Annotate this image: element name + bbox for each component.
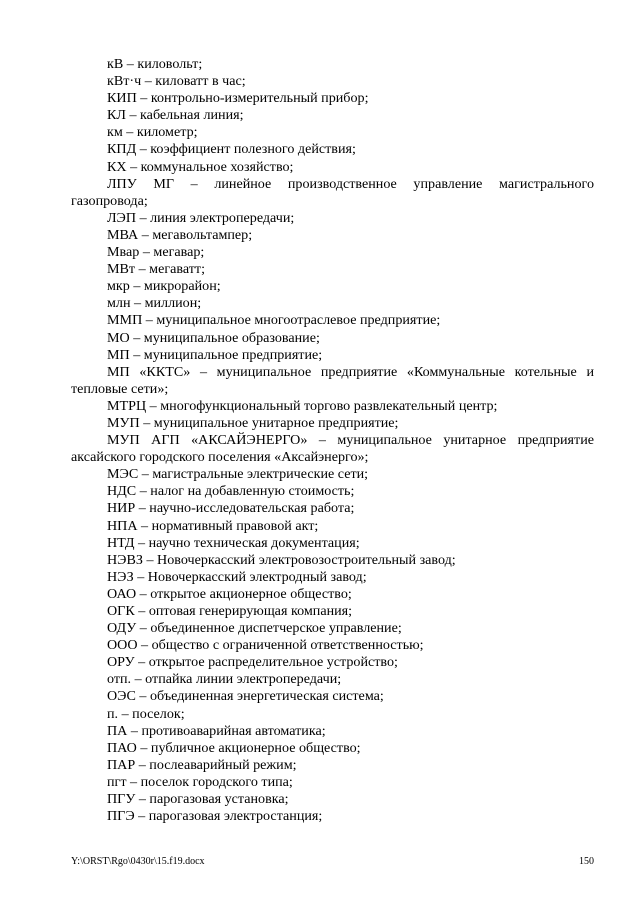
list-item: отп. – отпайка линии электропередачи; [107, 671, 342, 688]
list-item: ПАР – послеаварийный режим; [107, 756, 297, 773]
list-item: МП – муниципальное предприятие; [107, 346, 323, 363]
list-item: КПД – коэффициент полезного действия; [107, 141, 356, 158]
list-item: НТД – научно техническая документация; [107, 534, 360, 551]
list-item: НДС – налог на добавленную стоимость; [107, 483, 355, 500]
list-item: МВА – мегавольтампер; [107, 226, 253, 243]
list-item: НПА – нормативный правовой акт; [107, 517, 319, 534]
list-item: Мвар – мегавар; [107, 244, 205, 261]
list-item: ОАО – открытое акционерное общество; [107, 585, 352, 602]
file-path: Y:\ORST\Rgo\0430r\15.f19.docx [71, 856, 205, 867]
list-item: НЭВЗ – Новочеркасский электровозостроительный завод; [107, 551, 456, 568]
list-item: ПГУ – парогазовая установка; [107, 791, 289, 808]
list-item: КИП – контрольно-измерительный прибор; [107, 90, 369, 107]
list-item: ООО – общество с ограниченной ответственностью; [107, 637, 424, 654]
list-item: ММП – муниципальное многоотраслевое предприятие; [107, 312, 441, 329]
list-item: ОДУ – объединенное диспетчерское управление; [107, 620, 402, 637]
list-item: ПА – противоаварийная автоматика; [107, 722, 326, 739]
list-item: ЛЭП – линия электропередачи; [107, 209, 295, 226]
list-item: МП «ККТС» – муниципальное предприятие «Коммунальные котельные и тепловые сети»; [71, 363, 594, 397]
list-item: ЛПУ МГ – линейное производственное управление магистрального газопровода; [71, 175, 594, 209]
list-item: КЛ – кабельная линия; [107, 107, 244, 124]
list-item: МУП – муниципальное унитарное предприятие; [107, 414, 399, 431]
list-item: НЭЗ – Новочеркасский электродный завод; [107, 568, 367, 585]
list-item: КХ – коммунальное хозяйство; [107, 158, 294, 175]
list-item: кВт·ч – киловатт в час; [107, 73, 246, 90]
list-item: мкр – микрорайон; [107, 278, 221, 295]
list-item: п. – поселок; [107, 705, 185, 722]
list-item: ПГЭ – парогазовая электростанция; [107, 808, 323, 825]
list-item: МО – муниципальное образование; [107, 329, 320, 346]
list-item: МТРЦ – многофункциональный торгово развлекательный центр; [107, 397, 498, 414]
list-item: ОРУ – открытое распределительное устройство; [107, 654, 398, 671]
list-item: ОГК – оптовая генерирующая компания; [107, 603, 353, 619]
list-item: ОЭС – объединенная энергетическая система; [107, 688, 384, 705]
page-number: 150 [579, 856, 594, 867]
list-item: НИР – научно-исследовательская работа; [107, 500, 355, 517]
list-item: ПАО – публичное акционерное общество; [107, 739, 361, 756]
list-item: км – километр; [107, 124, 198, 141]
list-item: кВ – киловольт; [107, 56, 203, 72]
list-item: МЭС – магистральные электрические сети; [107, 466, 369, 483]
list-item: пгт – поселок городского типа; [107, 773, 293, 790]
list-item: МВт – мегаватт; [107, 261, 205, 278]
abbreviation-list [71, 56, 594, 825]
list-item: МУП АГП «АКСАЙЭНЕРГО» – муниципальное унитарное предприятие аксайского городского поселения «Аксайэнерго»; [71, 432, 594, 466]
list-item: млн – миллион; [107, 295, 202, 312]
